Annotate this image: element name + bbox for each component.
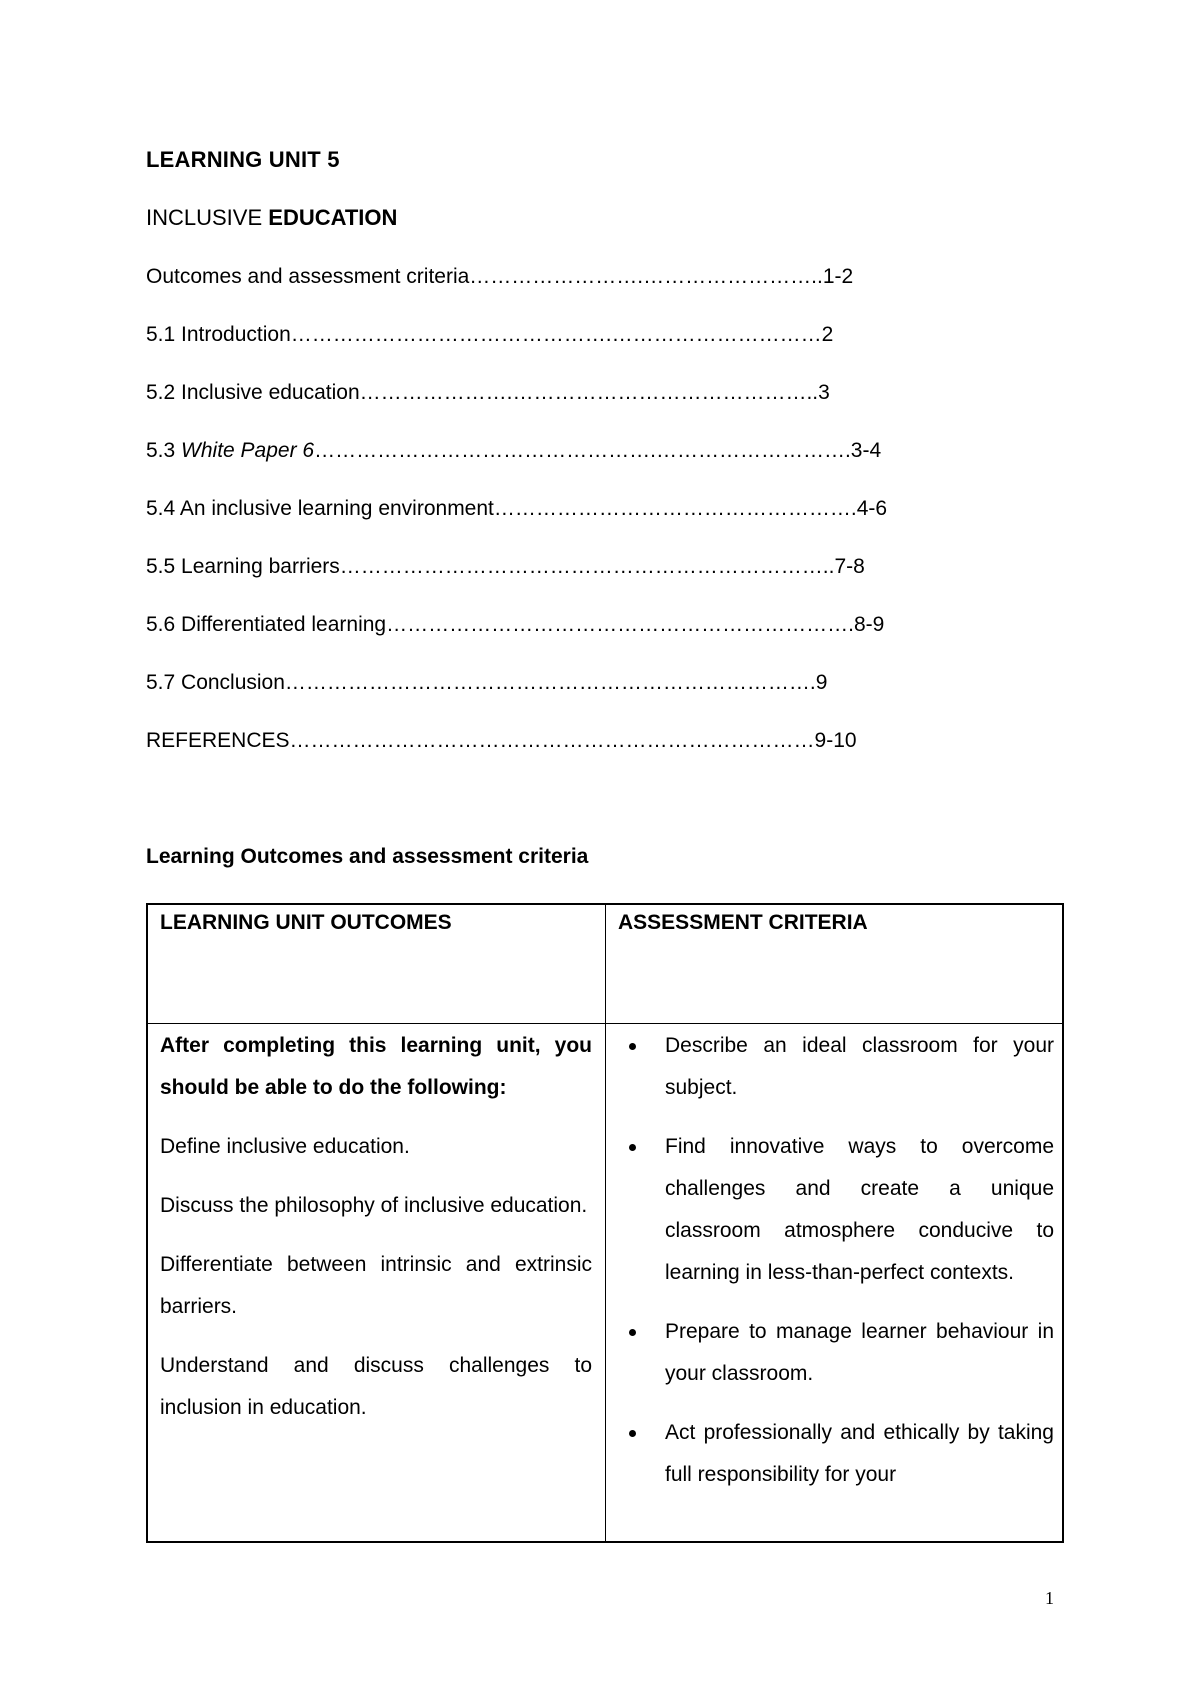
toc-entry[interactable]: 5.2 Inclusive education………………….……………………………………..3	[146, 381, 830, 404]
criteria-item: Prepare to manage learner behaviour in your classroom.	[620, 1311, 1054, 1395]
unit-topic-bold: EDUCATION	[268, 205, 398, 230]
toc-pages: 2	[821, 323, 834, 346]
column-header-outcomes: LEARNING UNIT OUTCOMES	[160, 911, 452, 934]
outcome-item: Differentiate between intrinsic and extrinsic barriers.	[160, 1253, 592, 1318]
outcome-item: Understand and discuss challenges to inclusion in education.	[160, 1354, 592, 1419]
toc-entry[interactable]: 5.6 Differentiated learning………………………………………………………….8-9	[146, 613, 885, 636]
toc-leader: ………………………………………………………….	[386, 613, 854, 636]
toc-pages: 8-9	[853, 613, 885, 636]
outcomes-cell	[160, 1025, 592, 1446]
unit-heading: LEARNING UNIT 5	[146, 147, 340, 172]
toc-entry[interactable]: Outcomes and assessment criteria…………………….……………………..1-2	[146, 265, 854, 288]
outcome-item: Discuss the philosophy of inclusive education.	[160, 1194, 588, 1217]
bullet-icon	[629, 1144, 636, 1151]
outcome-item: Define inclusive education.	[160, 1135, 410, 1158]
toc-pages: 4-6	[856, 497, 888, 520]
toc-entry[interactable]: 5.3 White Paper 6………………………………………….……………………….3-4	[146, 439, 882, 462]
toc-leader: ……………………………………….…………………………	[290, 323, 822, 346]
criteria-item: Describe an ideal classroom for your subject.	[620, 1025, 1054, 1109]
toc-entry[interactable]: 5.4 An inclusive learning environment…………………………………………….4-6	[146, 497, 888, 520]
bullet-icon	[629, 1329, 636, 1336]
bullet-icon	[629, 1043, 636, 1050]
table-column-divider	[605, 905, 606, 1541]
toc-leader: …………………….……………………..	[469, 265, 823, 288]
unit-topic	[146, 205, 397, 231]
toc-leader: ………………….……………………………………..	[359, 381, 819, 404]
criteria-list	[620, 1025, 1054, 1496]
toc-entry[interactable]: 5.5 Learning barriers……………………………………………………………..7-8	[146, 555, 865, 578]
unit-topic-plain: INCLUSIVE	[146, 205, 269, 230]
toc-leader: ………………………………………………………………….	[284, 671, 816, 694]
table-row-divider	[148, 1023, 1062, 1024]
toc-pages: 1-2	[822, 265, 854, 288]
criteria-item: Act professionally and ethically by taking full responsibility for your	[620, 1412, 1054, 1496]
outcomes-criteria-table	[146, 903, 1064, 1543]
outcomes-lead: After completing this learning unit, you should be able to do the following:	[160, 1034, 592, 1099]
criteria-cell	[620, 1025, 1054, 1513]
toc-entry[interactable]: 5.1 Introduction……………………………………….…………………………2	[146, 323, 834, 346]
toc-pages: 3	[818, 381, 830, 404]
toc-pages: 3-4	[850, 439, 882, 462]
section-title: Learning Outcomes and assessment criteria	[146, 845, 589, 868]
toc-entry[interactable]: REFERENCES…………………………………………………………………9-10	[146, 729, 857, 752]
toc-entry[interactable]: 5.7 Conclusion………………………………………………………………….9	[146, 671, 828, 694]
toc-leader: …………………………………………………………………	[289, 729, 815, 752]
toc-leader: ………………………………………….……………………….	[314, 439, 851, 462]
criteria-item: Find innovative ways to overcome challenges and create a unique classroom atmosphere conducive to learning in less-than-perfect contexts.	[620, 1126, 1054, 1294]
toc-leader: …………………………………………….	[493, 497, 857, 520]
toc-pages: 7-8	[834, 555, 865, 578]
toc-pages: 9	[815, 671, 828, 694]
toc-leader: ……………………………………………………………..	[339, 555, 835, 578]
column-header-criteria: ASSESSMENT CRITERIA	[618, 911, 868, 934]
toc-pages: 9-10	[814, 729, 857, 752]
bullet-icon	[629, 1430, 636, 1437]
page-number: 1	[1045, 1588, 1054, 1608]
